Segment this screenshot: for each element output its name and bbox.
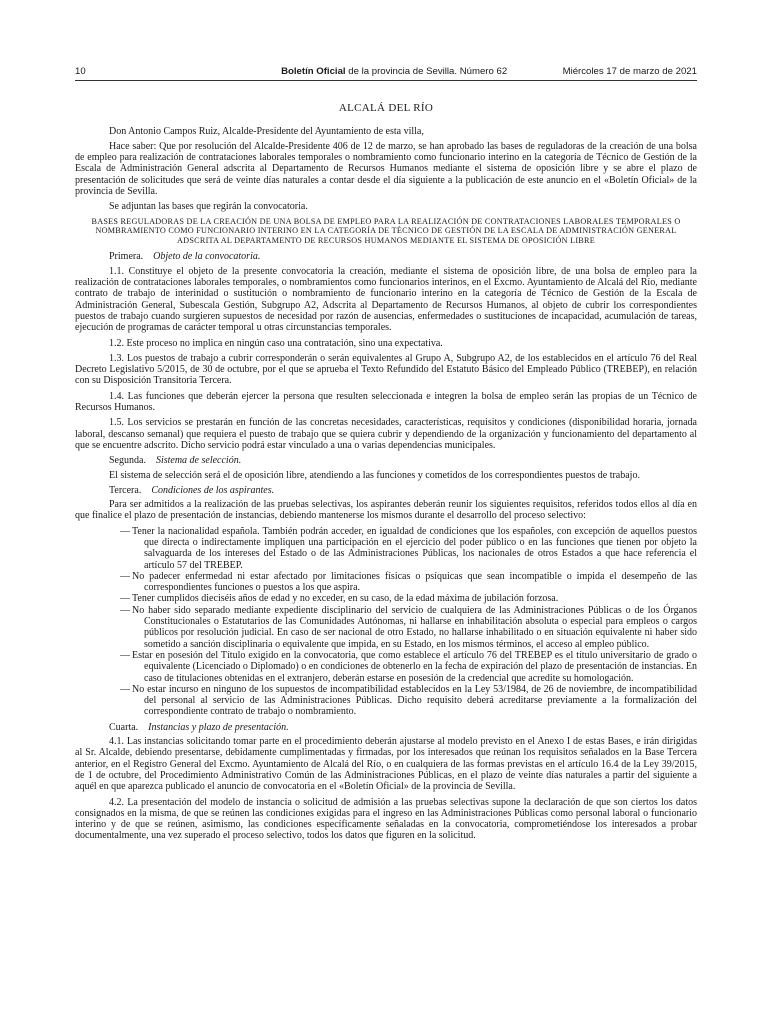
journal-title: Boletín Oficial [281,66,346,77]
requirement-text: No estar incurso en ninguno de los supuestos de incompatibilidad establecidos en la Ley 53/1984, de 26 de noviembre, de incompatibilidad del personal al servicio de las Administraciones Públicas. Dicho requisito deberá acreditarse previamente a la formalización del correspondiente contrato de trabajo o nombramiento. [132,683,697,718]
section-label: Primera. [109,251,144,263]
requirement-text: Tener la nacionalidad española. También podrán acceder, en igualdad de condiciones que los españoles, con excepción de aquellos puestos que directa o indirectamente impliquen una participación en el ejercicio del poder público o en las funciones que tienen por objeto la salvaguarda de los intereses del Estado o de las Administraciones Públicas, los nacionales de otros Estados a que hace referencia el artículo 57 del TREBEP. [132,525,697,571]
intro-paragraph: Se adjuntan las bases que regirán la convocatoria. [109,201,308,213]
intro-paragraph: Don Antonio Campos Ruiz, Alcalde-Presidente del Ayuntamiento de esta villa, [109,125,424,137]
issue-date: Miércoles 17 de marzo de 2021 [562,66,697,77]
requirement-text: No haber sido separado mediante expediente disciplinario del servicio de cualquiera de las Administraciones Públicas o de los Órganos Constitucionales o Estatutarios de las Comunidades Autónomas, ni hallarse en inhabilitación absoluta o especial para empleos o cargos públicos por resolución judicial. En caso de ser nacional de otro Estado, no hallarse inhabilitado o en situación equivalente ni haber sido sometido a sanción disciplinaria o equivalente que impida, en su Estado, en los mismos términos, el acceso al empleo público. [132,604,697,650]
dash-bullet: — [120,604,130,616]
section-label: Segunda. [109,455,146,467]
requirement-item [120,525,697,571]
page-header [75,66,697,81]
section-label: Cuarta. [109,721,139,733]
section-title: Instancias y plazo de presentación. [148,721,289,733]
section-heading-tercera [109,485,697,496]
body-paragraph: 1.2. Este proceso no implica en ningún caso una contratación, sino una expectativa. [109,337,443,349]
requirement-text: Estar en posesión del Título exigido en la convocatoria, que como establece el artículo 76 del TREBEP es el título universitario de grado o equivalente (Licenciado o Diplomado) o en condiciones de obtenerlo en la fecha de expiración del plazo de presentación de instancias. En caso de titulaciones obtenidas en el extranjero, deberán estarse en posesión de la credencial que acredite su homologación. [132,649,697,684]
requirement-text: No padecer enfermedad ni estar afectado por limitaciones físicas o psíquicas que sean incompatible o impida el desempeño de las correspondientes funciones o puestos a los que aspira. [132,570,697,594]
section-heading-segunda [109,455,697,466]
town-heading: ALCALÁ DEL RÍO [338,102,434,115]
requirement-item [120,683,697,718]
intro-paragraph: Hace saber: Que por resolución del Alcalde-Presidente 406 de 12 de marzo, se han aprobado las bases de reguladoras de la creación de una bolsa de empleo para realización de contrataciones laborales temporales o nombramiento como funcionario interino en la categoría de Técnico de Gestión de la Escala de Administración General adscrita al Departamento de Recursos Humanos mediante el sistema de oposición libre y se abre el plazo de presentación de solicitudes que será de veinte días naturales a contar desde el día siguiente a la publicación de este anuncio en el «Boletín Oficial» de la provincia de Sevilla. [75,140,697,198]
section-heading-primera [109,251,697,262]
requirement-item [120,570,697,594]
section-title: Objeto de la convocatoria. [153,251,261,263]
requirement-item [120,593,697,605]
dash-bullet: — [120,649,130,661]
body-paragraph: 1.4. Las funciones que deberán ejercer la persona que resulten seleccionada e integren la bolsa de empleo serán las propias de un Técnico de Recursos Humanos. [75,390,697,414]
body-paragraph: 1.3. Los puestos de trabajo a cubrir corresponderán o serán equivalentes al Grupo A, Subgrupo A2, de los establecidos en el artículo 76 del Real Decreto Legislativo 5/2015, de 30 de octubre, por el que se aprueba el Texto Refundido del Estatuto Básico del Empleado Público (TREBEP), en relación con su Disposición Transitoria Tercera. [75,352,697,387]
dash-bullet: — [120,525,130,537]
section-label: Tercera. [109,484,142,496]
page-number: 10 [75,66,86,77]
body-paragraph: 1.1. Constituye el objeto de la presente convocatoria la creación, mediante el sistema de oposición libre, de una bolsa de empleo para la realización de contrataciones laborales temporales, o nombramientos como funcionarios interinos, en el Excmo. Ayuntamiento de Alcalá del Río, mediante contrato de trabajo de interinidad o sustitución o nombramiento de funcionario interino en la categoría de Técnico de Gestión de la Escala de Administración General, Subescala Gestión, Subgrupo A2, Adscrita al Departamento de Recursos Humanos, al objeto de cubrir los correspondientes puestos de trabajo cuando surgieren supuestos de necesidad por razón de ausencias, enfermedades o sustituciones de incapacidad, acumulación de tareas, ejecución de programas de carácter temporal u otras circunstancias temporales. [75,265,697,334]
dash-bullet: — [120,683,130,695]
section-heading-cuarta [109,722,697,733]
section-title: Sistema de selección. [155,455,242,467]
section-title: Condiciones de los aspirantes. [151,484,275,496]
dash-bullet: — [120,570,130,582]
body-paragraph: 4.1. Las instancias solicitando tomar parte en el procedimiento deberán ajustarse al modelo previsto en el Anexo I de estas Bases, e irán dirigidas al Sr. Alcalde, debiendo presentarse, debidamente cumplimentadas y firmadas, por los interesados que reúnan los requisitos señalados en la Base Tercera anterior, en el Registro General del Excmo. Ayuntamiento de Alcalá del Río, o en cualquiera de las formas previstas en el artículo 16.4 de la Ley 39/2015, de 1 de octubre, del Procedimiento Administrativo Común de las Administraciones Públicas, en el plazo de veinte días naturales a partir del siguiente a aquél en que aparezca publicado el anuncio de convocatoria en el «Boletín Oficial» de la provincia de Sevilla. [75,736,697,793]
dash-bullet: — [120,593,130,605]
requirement-item [120,649,697,684]
body-paragraph: El sistema de selección será el de oposición libre, atendiendo a las funciones y cometidos de los correspondientes puestos de trabajo. [109,469,640,481]
requirement-text: Tener cumplidos dieciséis años de edad y no exceder, en su caso, de la edad máxima de jubilación forzosa. [132,593,559,605]
body-paragraph: Para ser admitidos a la realización de las pruebas selectivas, los aspirantes deberán reunir los siguientes requisitos, referidos todos ellos al día en que finalice el plazo de presentación de instancias, debiendo mantenerse los mismos durante el desarrollo del proceso selectivo: [75,499,697,522]
body-paragraph: 4.2. La presentación del modelo de instancia o solicitud de admisión a las pruebas selectivas supone la declaración de que son ciertos los datos consignados en la misma, de que se reúnen las condiciones exigidas para el ingreso en las Administraciones Públicas como personal laboral o funcionario interino y de que se reúnen, asimismo, las condiciones específicamente señaladas en la convocatoria, comprometiéndose los interesados a probar documentalmente, una vez superado el proceso selectivo, todos los datos que figuren en la solicitud. [75,796,697,842]
requirement-item [120,604,697,650]
gazette-page [75,66,697,846]
bases-title: BASES REGULADORAS DE LA CREACIÓN DE UNA BOLSA DE EMPLEO PARA LA REALIZACIÓN DE CONTRATACIONES LABORALES TEMPORALES O NOMBRAMIENTO COMO FUNCIONARIO INTERINO EN LA CATEGORÍA DE TÉCNICO DE GESTIÓN DE LA ESCALA DE ADMINISTRACIÓN GENERAL ADSCRITA AL DEPARTAMENTO DE RECURSOS HUMANOS MEDIANTE EL SISTEMA DE OPOSICIÓN LIBRE [91,216,681,245]
journal-name [281,66,507,77]
journal-issue: de la provincia de Sevilla. Número 62 [345,66,508,77]
body-paragraph: 1.5. Los servicios se prestarán en función de las concretas necesidades, características, requisitos y condiciones (disponibilidad horaria, jornada laboral, descanso semanal) que requiera el puesto de trabajo que se quiera cubrir y dependiendo de la organización y funcionamiento del departamento al que se encuentre adscrito. Dicho servicio podrá estar vinculado a una o varias dependencias municipales. [75,417,697,451]
